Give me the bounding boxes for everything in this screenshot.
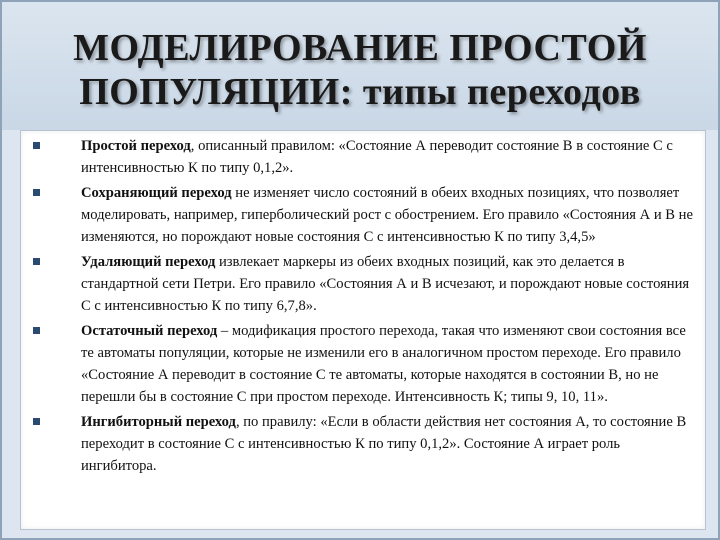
title-line-2: ПОПУЛЯЦИИ: типы переходов	[79, 71, 641, 113]
description: – модификация простого перехода, такая что изменяют свои состояния все те автоматы популяции, которые не изменили его в аналогичном простом переходе. Его правило «Состояние А переводит в состояние С те автоматы, которые находятся в состоянии В, но не перешли бы в состояние С при простом переходе. Интенсивность К; типы 9, 10, 11».	[81, 323, 686, 405]
term: Сохраняющий переход	[81, 185, 232, 201]
transition-types-list	[21, 135, 705, 480]
term: Удаляющий переход	[81, 254, 216, 270]
square-bullet-icon	[33, 418, 40, 425]
square-bullet-icon	[33, 258, 40, 265]
slide-title	[22, 26, 698, 114]
term: Остаточный переход	[81, 323, 218, 339]
term: Простой переход	[81, 138, 191, 154]
description: , описанный правилом: «Состояние А переводит состояние В в состояние С с интенсивностью К по типу 0,1,2».	[81, 138, 673, 176]
content-frame	[20, 130, 706, 530]
list-item-simple	[21, 135, 705, 179]
list-item-removing	[21, 251, 705, 317]
square-bullet-icon	[33, 189, 40, 196]
term: Ингибиторный переход	[81, 414, 236, 430]
list-item-preserving	[21, 182, 705, 248]
description: , по правилу: «Если в области действия нет состояния А, то состояние В переходит в состояние С с интенсивностью К по типу 0,1,2». Состояние А играет роль ингибитора.	[81, 414, 687, 474]
list-item-inhibitory	[21, 411, 705, 477]
description: извлекает маркеры из обеих входных позиций, как это делается в стандартной сети Петри. Его правило «Состояния А и В исчезают, и порождают новые состояния С с интенсивностью К по типу 6,7,8».	[81, 254, 690, 314]
square-bullet-icon	[33, 142, 40, 149]
title-line-1: МОДЕЛИРОВАНИЕ ПРОСТОЙ	[73, 27, 647, 69]
list-item-residual	[21, 320, 705, 408]
square-bullet-icon	[33, 327, 40, 334]
description: не изменяет число состояний в обеих входных позициях, что позволяет моделировать, например, гиперболический рост с обострением. Его правило «Состояния А и В не изменяются, но порождают новые состояния С с интенсивностью К по типу 3,4,5»	[81, 185, 693, 245]
